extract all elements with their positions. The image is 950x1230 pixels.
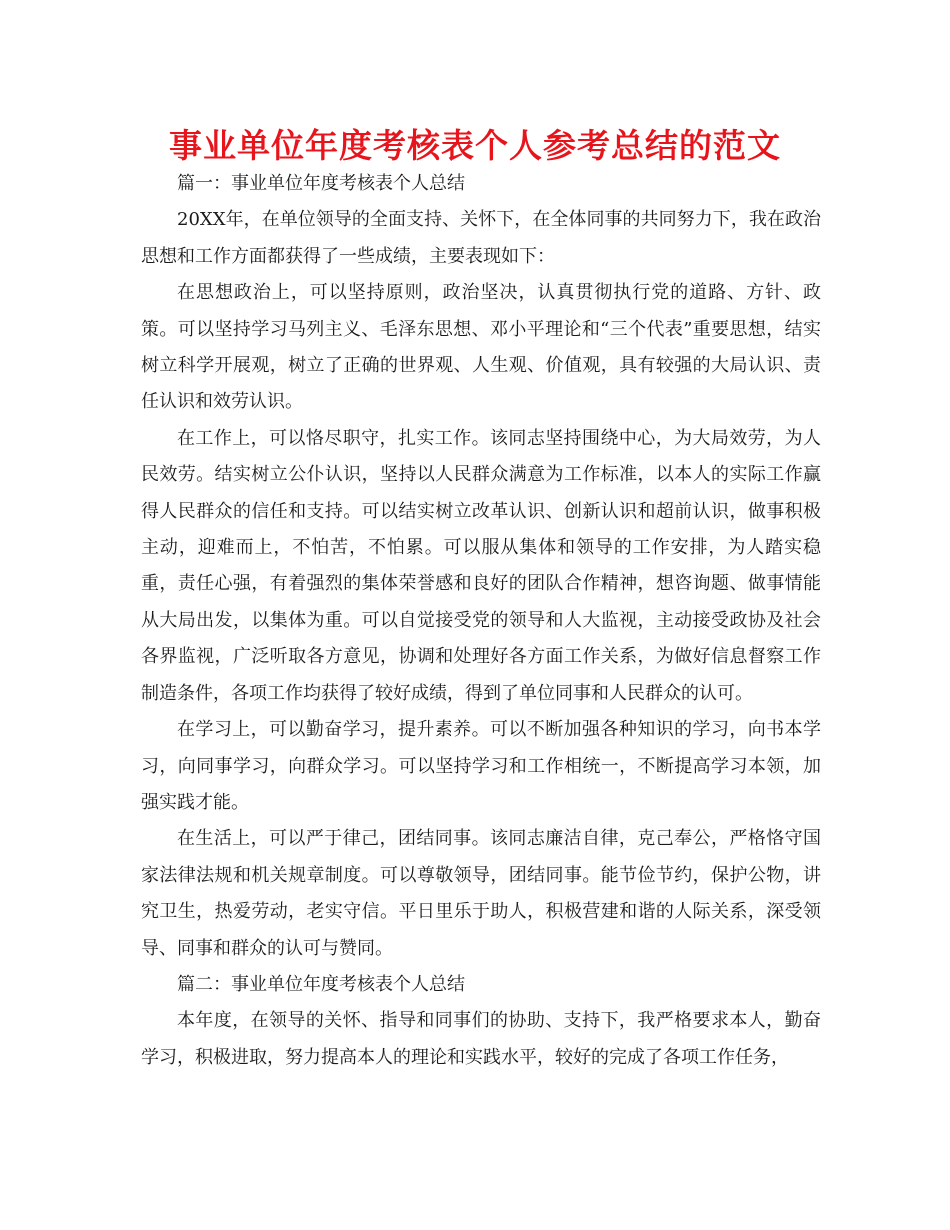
body-paragraph: 在学习上，可以勤奋学习，提升素养。可以不断加强各种知识的学习，向书本学习，向同事学习，向群众学习。可以坚持学习和工作相统一，不断提高学习本领，加强实践才能。	[141, 719, 821, 813]
document-title: 事业单位年度考核表个人参考总结的范文	[169, 126, 781, 165]
body-paragraph: 20XX年，在单位领导的全面支持、关怀下，在全体同事的共同努力下，我在政治思想和工作方面都获得了一些成绩，主要表现如下：	[141, 209, 821, 267]
document-body	[141, 166, 821, 1076]
body-paragraph: 本年度，在领导的关怀、指导和同事们的协助、支持下，我严格要求本人，勤奋学习，积极进取，努力提高本人的理论和实践水平，较好的完成了各项工作任务，	[141, 1010, 821, 1068]
body-paragraph: 在生活上，可以严于律己，团结同事。该同志廉洁自律，克己奉公，严格恪守国家法律法规和机关规章制度。可以尊敬领导，团结同事。能节俭节约，保护公物，讲究卫生，热爱劳动，老实守信。平日里乐于助人，积极营建和谐的人际关系，深受领导、同事和群众的认可与赞同。	[141, 828, 821, 959]
section-heading-2: 篇二：事业单位年度考核表个人总结	[177, 973, 465, 995]
body-paragraph: 在工作上，可以恪尽职守，扎实工作。该同志坚持围绕中心，为大局效劳，为人民效劳。结实树立公仆认识，坚持以人民群众满意为工作标准，以本人的实际工作赢得人民群众的信任和支持。可以结实树立改革认识、创新认识和超前认识，做事积极主动，迎难而上，不怕苦，不怕累。可以服从集体和领导的工作安排，为人踏实稳重，责任心强，有着强烈的集体荣誉感和良好的团队合作精神，想咨询题、做事情能从大局出发，以集体为重。可以自觉接受党的领导和人大监视，主动接受政协及社会各界监视，广泛听取各方意见，协调和处理好各方面工作关系，为做好信息督察工作制造条件，各项工作均获得了较好成绩，得到了单位同事和人民群众的认可。	[141, 427, 821, 704]
body-paragraph: 在思想政治上，可以坚持原则，政治坚决，认真贯彻执行党的道路、方针、政策。可以坚持学习马列主义、毛泽东思想、邓小平理论和“三个代表”重要思想，结实树立科学开展观，树立了正确的世界观、人生观、价值观，具有较强的大局认识、责任认识和效劳认识。	[141, 282, 821, 413]
section-heading-1: 篇一：事业单位年度考核表个人总结	[177, 173, 465, 194]
